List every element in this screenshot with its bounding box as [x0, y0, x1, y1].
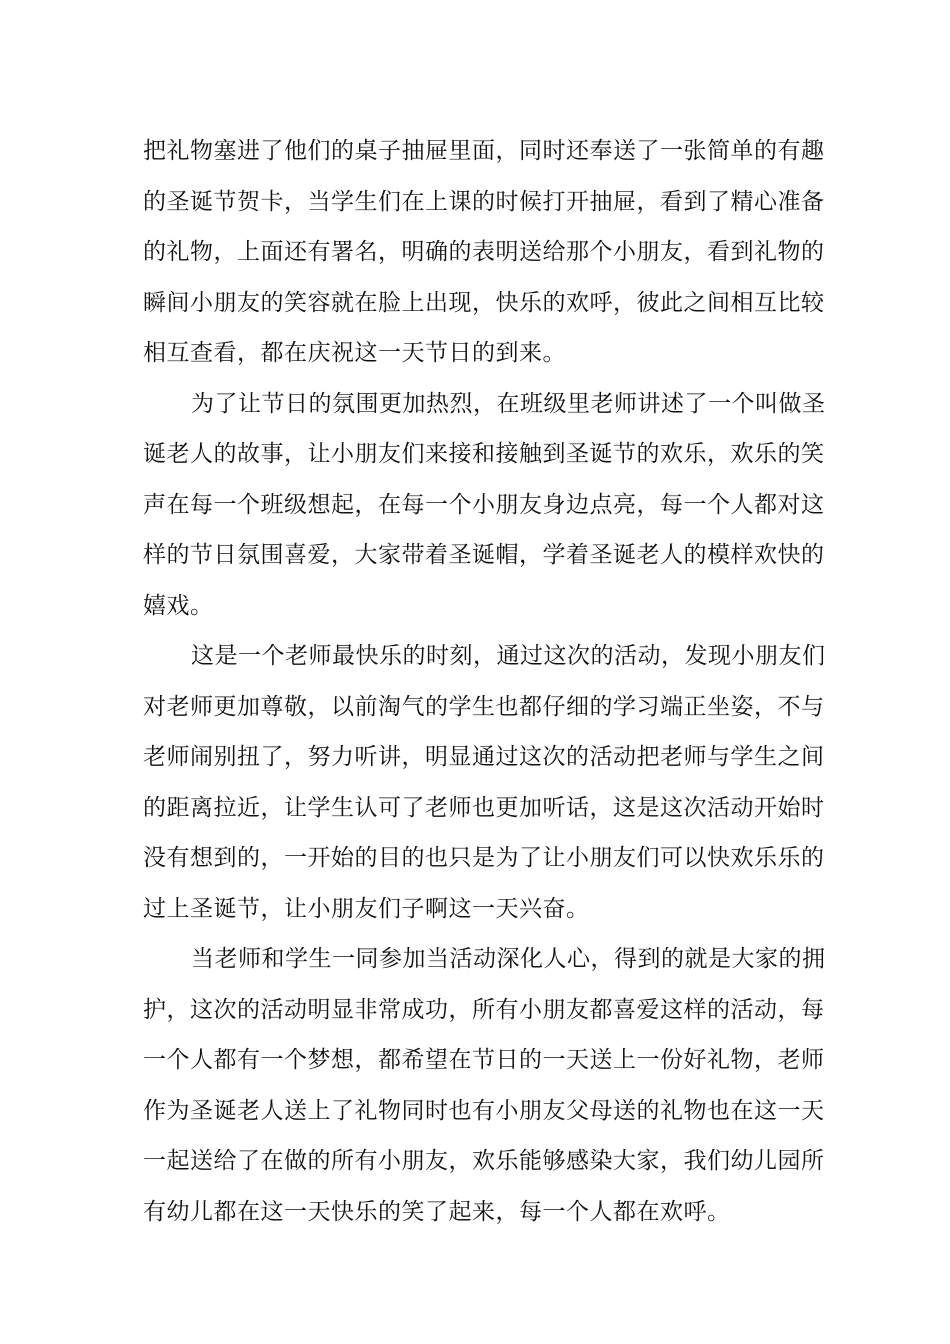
- paragraph-3: [143, 631, 826, 934]
- text-line: 当老师和学生一同参加当活动深化人心，得到的就是大家的拥: [191, 946, 826, 972]
- text-line: 为了让节日的氛围更加热烈，在班级里老师讲述了一个叫做圣: [191, 390, 826, 417]
- text-line: 诞老人的故事，让小朋友们来接和接触到圣诞节的欢乐，欢乐的笑: [143, 441, 825, 467]
- text-line: 对老师更加尊敬，以前淘气的学生也都仔细的学习端正坐姿，不与: [143, 693, 825, 720]
- text-line: 一个人都有一个梦想，都希望在节日的一天送上一份好礼物，老师: [143, 1047, 825, 1073]
- text-line: 瞬间小朋友的笑容就在脸上出现，快乐的欢呼，彼此之间相互比较: [143, 289, 825, 316]
- text-line: 的距离拉近，让学生认可了老师也更加听话，这是这次活动开始时: [143, 794, 825, 821]
- text-line: 过上圣诞节，让小朋友们子啊这一天兴奋。: [143, 895, 590, 922]
- text-line: 这是一个老师最快乐的时刻，通过这次的活动，发现小朋友们: [191, 643, 826, 669]
- text-line: 老师闹别扭了，努力听讲，明显通过这次的活动把老师与学生之间: [143, 744, 825, 770]
- paragraph-1: [143, 126, 825, 379]
- text-line: 没有想到的，一开始的目的也只是为了让小朋友们可以快欢乐乐的: [143, 845, 825, 871]
- text-line: 声在每一个班级想起，在每一个小朋友身边点亮，每一个人都对这: [143, 491, 825, 518]
- text-line: 嬉戏。: [143, 592, 214, 619]
- text-line: 相互查看，都在庆祝这一天节日的到来。: [143, 340, 566, 366]
- text-line: 一起送给了在做的所有小朋友，欢乐能够感染大家，我们幼儿园所: [143, 1148, 825, 1174]
- text-line: 的礼物，上面还有署名，明确的表明送给那个小朋友，看到礼物的: [143, 239, 825, 265]
- text-line: 把礼物塞进了他们的桌子抽屉里面，同时还奉送了一张简单的有趣: [143, 138, 825, 164]
- text-line: 作为圣诞老人送上了礼物同时也有小朋友父母送的礼物也在这一天: [143, 1097, 825, 1124]
- document-body: [143, 126, 826, 1237]
- text-line: 样的节日氛围喜爱，大家带着圣诞帽，学着圣诞老人的模样欢快的: [143, 542, 825, 568]
- text-line: 有幼儿都在这一天快乐的笑了起来，每一个人都在欢呼。: [143, 1198, 731, 1225]
- text-line: 的圣诞节贺卡，当学生们在上课的时候打开抽屉，看到了精心准备: [143, 188, 825, 215]
- text-line: 护，这次的活动明显非常成功，所有小朋友都喜爱这样的活动，每: [143, 996, 825, 1023]
- paragraph-2: [143, 379, 826, 632]
- paragraph-4: [143, 934, 826, 1237]
